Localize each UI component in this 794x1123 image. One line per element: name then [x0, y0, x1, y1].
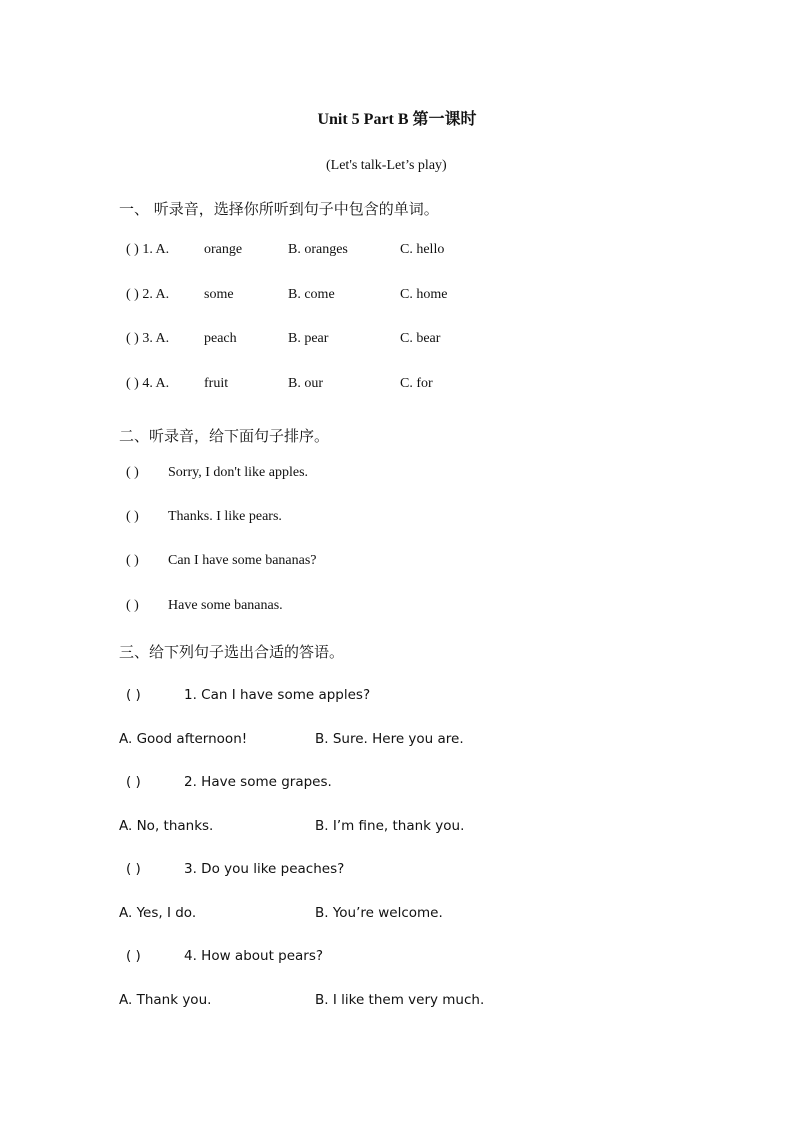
page-title: Unit 5 Part B 第一课时: [317, 111, 477, 128]
option-b: B. come: [288, 287, 335, 302]
choice-a: A. Good afternoon!: [119, 731, 248, 747]
section3-question: [126, 948, 323, 964]
option-a: orange: [204, 242, 243, 257]
sentence: Can I have some bananas?: [168, 553, 317, 568]
option-c: C. bear: [400, 331, 441, 346]
choice-b: B. You’re welcome.: [315, 905, 443, 921]
section3-heading: 三、给下列句子选出合适的答语。: [119, 643, 345, 661]
item-number: ( ) 2. A.: [126, 287, 170, 302]
answer-blank: ( ): [126, 687, 141, 703]
page-subtitle: (Let's talk-Let’s play): [326, 158, 447, 173]
option-c: C. for: [400, 376, 433, 391]
item-number: ( ) 1. A.: [126, 242, 170, 257]
section2-item: [126, 465, 308, 481]
answer-blank: ( ): [126, 948, 141, 964]
section3-question: [126, 861, 344, 877]
question-text: 1. Can I have some apples?: [184, 687, 371, 703]
section2-item: [126, 598, 283, 614]
item-number: ( ) 4. A.: [126, 376, 170, 391]
choice-b: B. I’m fine, thank you.: [315, 818, 465, 834]
option-c: C. home: [400, 287, 448, 302]
option-a: some: [204, 287, 234, 302]
section2-item: [126, 553, 317, 569]
answer-blank: ( ): [126, 553, 139, 568]
option-b: B. oranges: [288, 242, 348, 257]
answer-blank: ( ): [126, 598, 139, 613]
option-a: fruit: [204, 376, 229, 391]
choice-a: A. Thank you.: [119, 992, 212, 1008]
item-number: ( ) 3. A.: [126, 331, 170, 346]
choice-a: A. Yes, I do.: [119, 905, 197, 921]
question-text: 4. How about pears?: [184, 948, 324, 964]
answer-blank: ( ): [126, 861, 141, 877]
question-text: 3. Do you like peaches?: [184, 861, 345, 877]
section2-item: [126, 509, 282, 525]
section2-heading: 二、听录音，给下面句子排序。: [119, 427, 330, 445]
sentence: Thanks. I like pears.: [168, 509, 282, 524]
option-b: B. pear: [288, 331, 329, 346]
sentence: Have some bananas.: [168, 598, 283, 613]
option-a: peach: [204, 331, 237, 346]
question-text: 2. Have some grapes.: [184, 774, 332, 790]
option-b: B. our: [288, 376, 323, 391]
option-c: C. hello: [400, 242, 445, 257]
choice-b: B. I like them very much.: [315, 992, 485, 1008]
answer-blank: ( ): [126, 509, 139, 524]
answer-blank: ( ): [126, 774, 141, 790]
answer-blank: ( ): [126, 465, 139, 480]
choice-a: A. No, thanks.: [119, 818, 214, 834]
section1-heading: 一、 听录音，选择你所听到句子中包含的单词。: [119, 200, 439, 218]
choice-b: B. Sure. Here you are.: [315, 731, 464, 747]
section3-question: [126, 687, 370, 703]
section3-question: [126, 774, 332, 790]
sentence: Sorry, I don't like apples.: [168, 465, 309, 480]
